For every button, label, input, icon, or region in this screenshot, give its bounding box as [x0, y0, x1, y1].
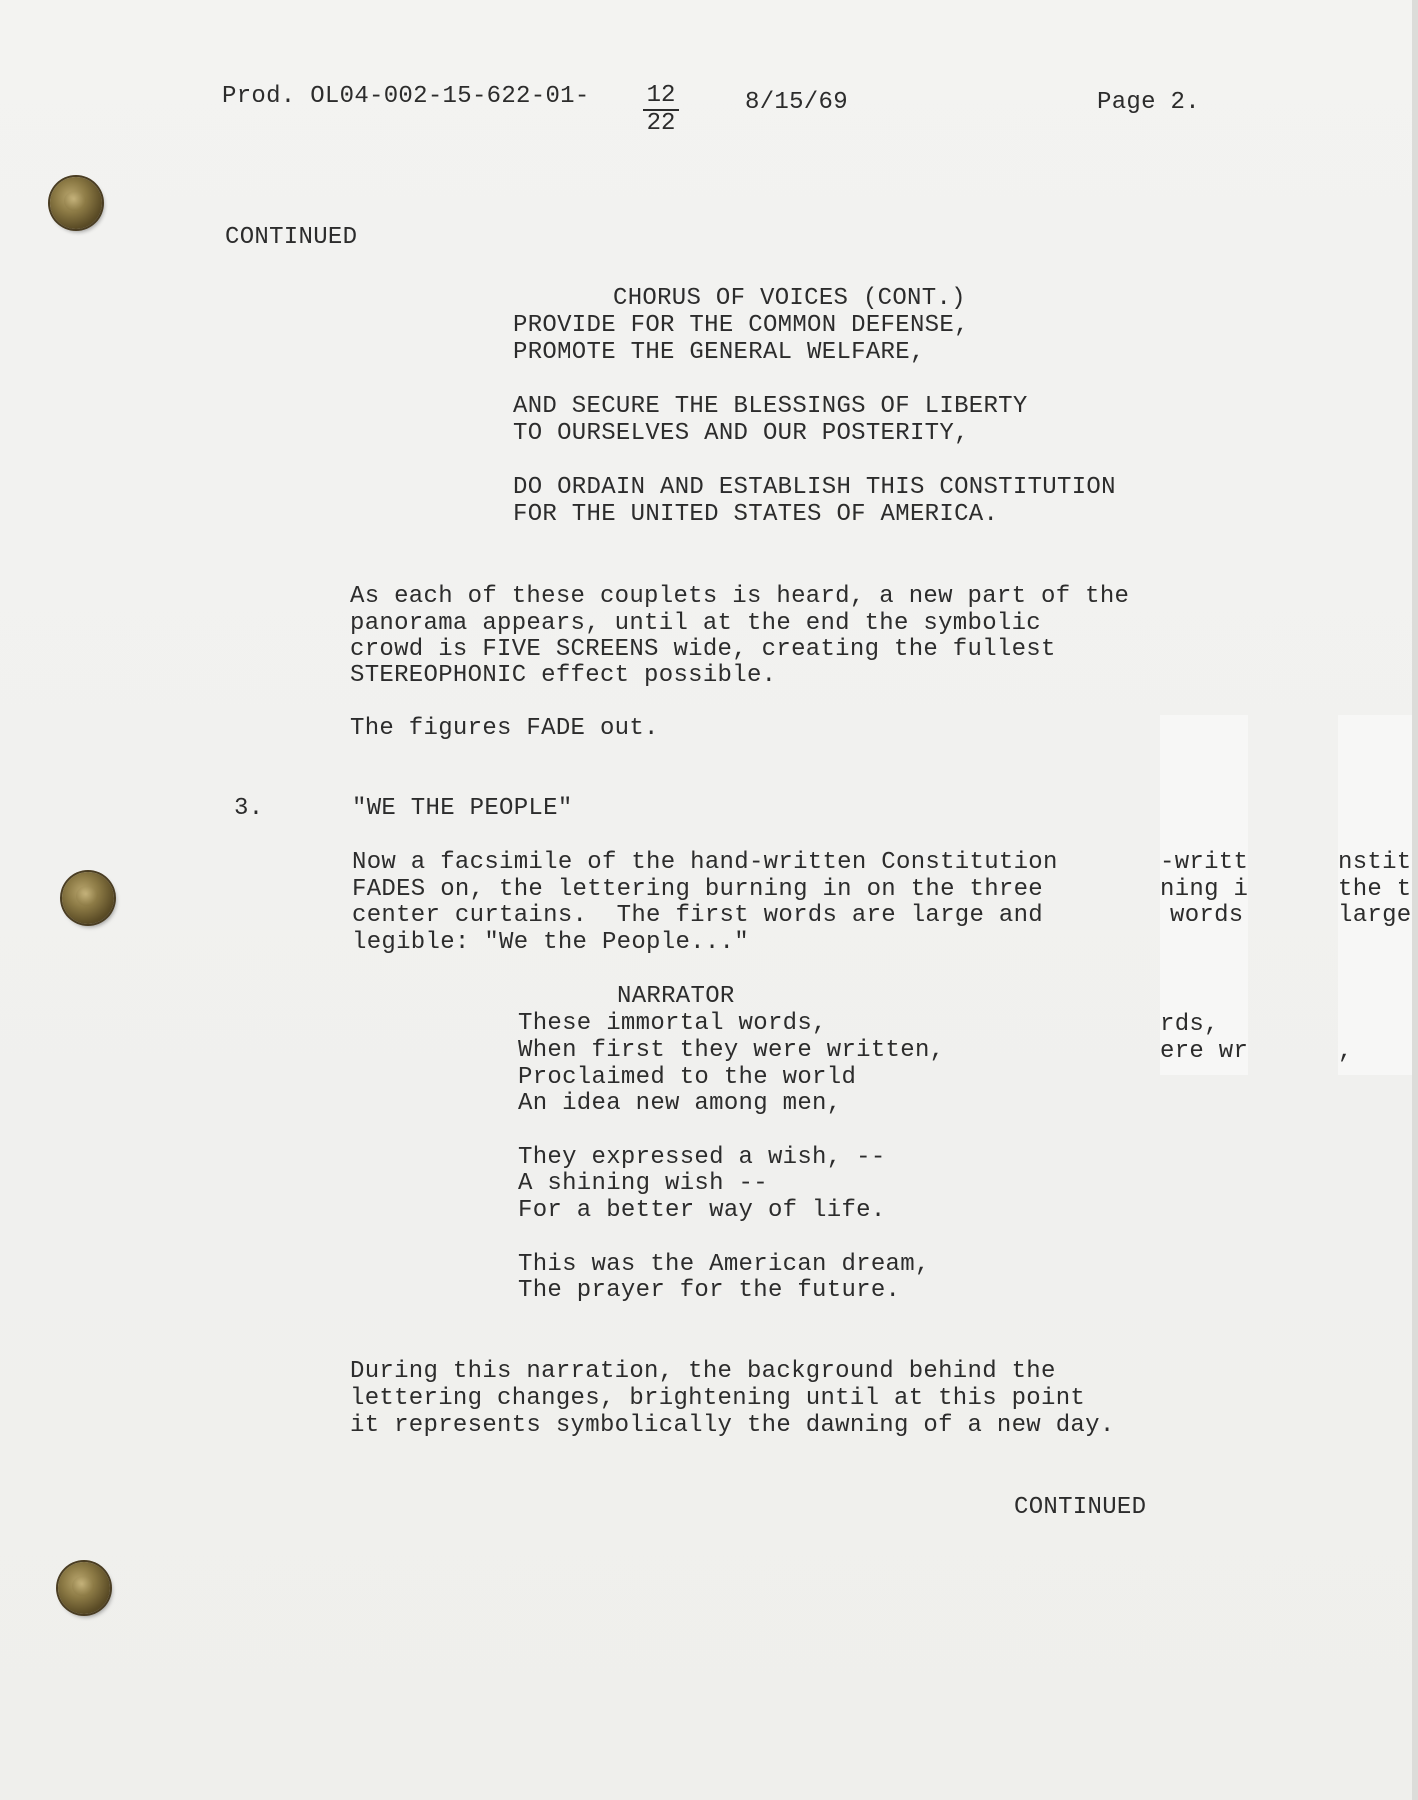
binding-rivet-middle: [62, 872, 114, 924]
action-line: STEREOPHONIC effect possible.: [350, 662, 777, 689]
overlay-fragment: words: [1170, 902, 1244, 929]
action-line: crowd is FIVE SCREENS wide, creating the fullest: [350, 636, 1056, 663]
binding-rivet-top: [50, 177, 102, 229]
action-line: center curtains. The first words are large and: [352, 902, 1044, 929]
narrator-line: These immortal words,: [518, 1010, 827, 1037]
overlay-fragment: rds,: [1160, 1011, 1219, 1038]
action-line: it represents symbolically the dawning of a new day.: [350, 1412, 1115, 1439]
continued-bottom: CONTINUED: [1014, 1494, 1147, 1521]
scene-heading: "WE THE PEOPLE": [352, 795, 573, 822]
action-line: panorama appears, until at the end the symbolic: [350, 610, 1042, 637]
action-line: During this narration, the background behind the: [350, 1358, 1056, 1385]
narrator-line: Proclaimed to the world: [518, 1064, 857, 1091]
chorus-line: PROMOTE THE GENERAL WELFARE,: [513, 339, 925, 366]
action-line: legible: "We the People...": [352, 929, 749, 956]
page-number: Page 2.: [1097, 89, 1200, 116]
action-line: The figures FADE out.: [350, 715, 659, 742]
overlay-fragment: the t: [1338, 876, 1412, 903]
binding-rivet-bottom: [58, 1562, 110, 1614]
action-line: FADES on, the lettering burning in on the three: [352, 876, 1044, 903]
chorus-line: AND SECURE THE BLESSINGS OF LIBERTY: [513, 393, 1028, 420]
action-line: Now a facsimile of the hand-written Constitution: [352, 849, 1058, 876]
production-fraction-denominator: 22: [646, 110, 676, 137]
overlay-fragment: large: [1338, 902, 1412, 929]
chorus-speaker: CHORUS OF VOICES (CONT.): [613, 285, 966, 312]
overlay-fragment: ning i: [1160, 876, 1249, 903]
production-fraction: [643, 83, 679, 137]
narrator-speaker: NARRATOR: [617, 983, 735, 1010]
chorus-line: DO ORDAIN AND ESTABLISH THIS CONSTITUTION: [513, 474, 1116, 501]
page-edge-shadow: [1412, 0, 1418, 1800]
narrator-line: A shining wish --: [518, 1170, 768, 1197]
narrator-line: An idea new among men,: [518, 1090, 842, 1117]
narrator-line: This was the American dream,: [518, 1251, 930, 1278]
continued-top: CONTINUED: [225, 224, 358, 251]
overlay-fragment: ere wr: [1160, 1038, 1249, 1065]
narrator-line: When first they were written,: [518, 1037, 945, 1064]
overlay-fragment: ,: [1338, 1038, 1353, 1065]
narrator-line: The prayer for the future.: [518, 1277, 901, 1304]
chorus-line: PROVIDE FOR THE COMMON DEFENSE,: [513, 312, 969, 339]
overlay-fragment: nstit: [1338, 849, 1412, 876]
production-fraction-numerator: 12: [643, 83, 679, 111]
scene-number: 3.: [234, 795, 264, 822]
action-line: lettering changes, brightening until at this point: [350, 1385, 1086, 1412]
action-line: As each of these couplets is heard, a new part of the: [350, 583, 1130, 610]
chorus-line: FOR THE UNITED STATES OF AMERICA.: [513, 501, 999, 528]
narrator-line: They expressed a wish, --: [518, 1144, 886, 1171]
script-date: 8/15/69: [745, 89, 848, 116]
narrator-line: For a better way of life.: [518, 1197, 886, 1224]
chorus-line: TO OURSELVES AND OUR POSTERITY,: [513, 420, 969, 447]
overlay-fragment: -writt: [1160, 849, 1249, 876]
production-code: Prod. OL04-002-15-622-01-: [222, 83, 590, 110]
